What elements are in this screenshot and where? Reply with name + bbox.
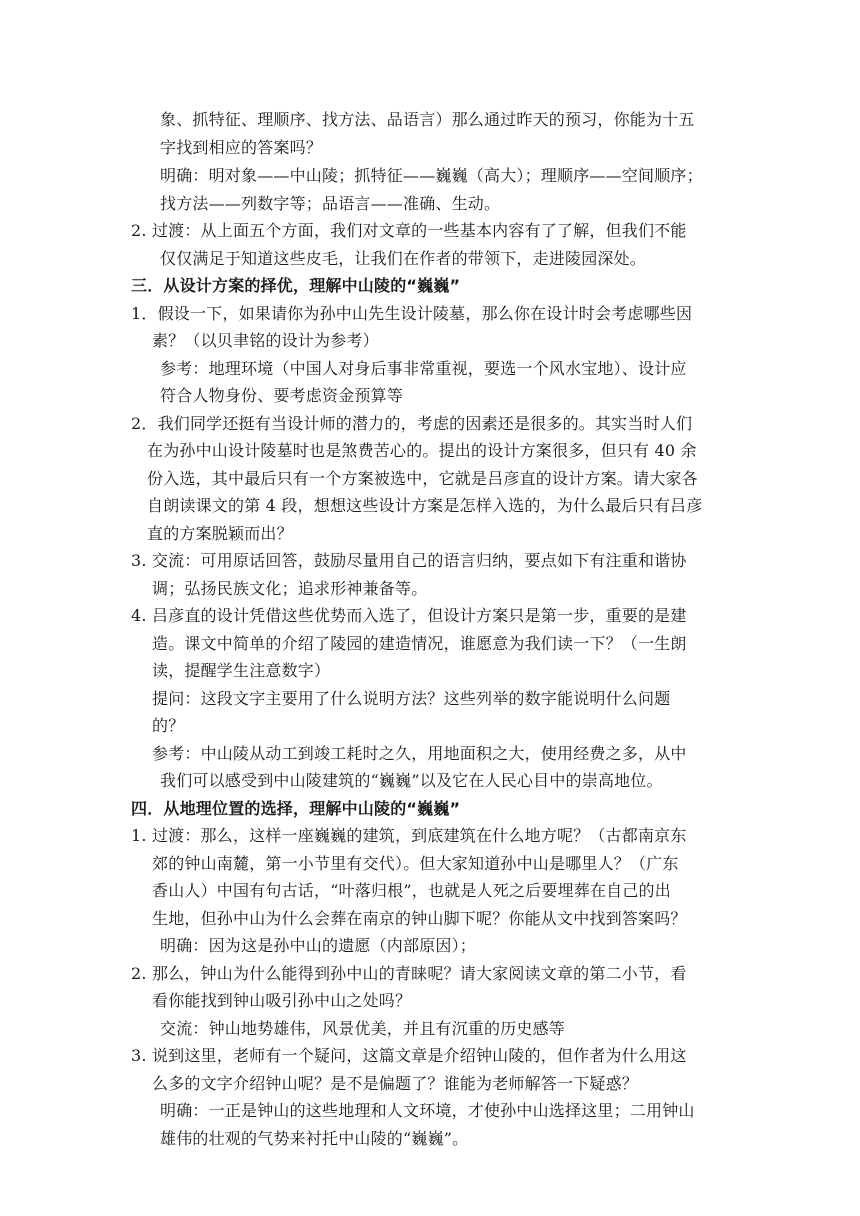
text-line: 雄伟的壮观的气势来衬托中山陵的“巍巍”。 (160, 1129, 469, 1148)
text-line: 的？ (152, 716, 185, 735)
numbered-item: 2. 过渡：从上面五个方面，我们对文章的一些基本内容有了了解，但我们不能 (131, 221, 687, 240)
text-line: 在为孙中山设计陵墓时也是煞费苦心的。提出的设计方案很多，但只有 40 余 (147, 441, 697, 460)
text-line: 提问：这段文字主要用了什么说明方法？这些列举的数字能说明什么问题 (152, 689, 671, 708)
section-heading: 三．从设计方案的择优，理解中山陵的“巍巍” (131, 276, 461, 295)
numbered-item: 1. 过渡：那么，这样一座巍巍的建筑，到底建筑在什么地方呢？（古都南京东 (131, 826, 687, 845)
numbered-item: 3. 交流：可用原话回答，鼓励尽量用自己的语言归纳，要点如下有注重和谐协 (131, 551, 687, 570)
text-line: 明确：一正是钟山的这些地理和人文环境，才使孙中山选择这里；二用钟山 (160, 1101, 695, 1120)
text-line: 份入选，其中最后只有一个方案被选中，它就是吕彦直的设计方案。请大家各 (147, 469, 698, 488)
numbered-item: 4. 吕彦直的设计凭借这些优势而入选了，但设计方案只是第一步，重要的是建 (131, 606, 687, 625)
text-line: 么多的文字介绍钟山呢？是不是偏题了？谁能为老师解答一下疑惑？ (152, 1074, 639, 1093)
numbered-item: 2. 那么，钟山为什么能得到孙中山的青睐呢？请大家阅读文章的第二小节，看 (131, 964, 687, 983)
text-line: 明确：明对象——中山陵；抓特征——巍巍（高大）；理顺序——空间顺序； (160, 166, 703, 185)
text-line: 郊的钟山南麓，第一小节里有交代）。但大家知道孙中山是哪里人？（广东 (152, 854, 679, 873)
text-line: 参考：中山陵从动工到竣工耗时之久，用地面积之大，使用经费之多，从中 (152, 744, 687, 763)
text-line: 生地，但孙中山为什么会葬在南京的钟山脚下呢？你能从文中找到答案吗？ (152, 909, 687, 928)
text-line: 找方法——列数字等；品语言——准确、生动。 (160, 194, 501, 213)
text-line: 象、抓特征、理顺序、找方法、品语言）那么通过昨天的预习，你能为十五 (160, 110, 695, 129)
text-line: 仅仅满足于知道这些皮毛，让我们在作者的带领下，走进陵园深处。 (160, 249, 647, 268)
text-line: 自朗读课文的第 4 段，想想这些设计方案是怎样入选的，为什么最后只有吕彦 (147, 496, 703, 515)
text-line: 造。课文中简单的介绍了陵园的建造情况，谁愿意为我们读一下？（一生朗 (152, 634, 687, 653)
text-line: 明确：因为这是孙中山的遗愿（内部原因）； (160, 936, 477, 955)
numbered-item: 2．我们同学还挺有当设计师的潜力的，考虑的因素还是很多的。其实当时人们 (131, 414, 693, 433)
numbered-item: 3. 说到这里，老师有一个疑问，这篇文章是介绍钟山陵的，但作者为什么用这 (131, 1046, 687, 1065)
text-line: 交流：钟山地势雄伟，风景优美，并且有沉重的历史感等 (160, 1019, 566, 1038)
section-heading: 四．从地理位置的选择，理解中山陵的“巍巍” (131, 799, 461, 818)
text-line: 参考：地理环境（中国人对身后事非常重视，要选一个风水宝地）、设计应 (160, 359, 687, 378)
text-line: 我们可以感受到中山陵建筑的“巍巍”以及它在人民心目中的崇高地位。 (160, 771, 663, 790)
numbered-item: 1．假设一下，如果请你为孙中山先生设计陵墓，那么你在设计时会考虑哪些因 (131, 304, 693, 323)
text-line: 调；弘扬民族文化；追求形神兼备等。 (152, 579, 428, 598)
text-line: 香山人）中国有句古话，“叶落归根”，也就是人死之后要埋葬在自己的出 (152, 881, 671, 900)
text-line: 符合人物身份、要考虑资金预算等 (160, 386, 404, 405)
text-line: 读，提醒学生注意数字） (152, 661, 331, 680)
text-line: 素？（以贝聿铭的设计为参考） (152, 331, 379, 350)
text-line: 看你能找到钟山吸引孙中山之处吗？ (152, 991, 412, 1010)
text-line: 直的方案脱颖而出？ (147, 524, 293, 543)
text-line: 字找到相应的答案吗？ (160, 138, 323, 157)
